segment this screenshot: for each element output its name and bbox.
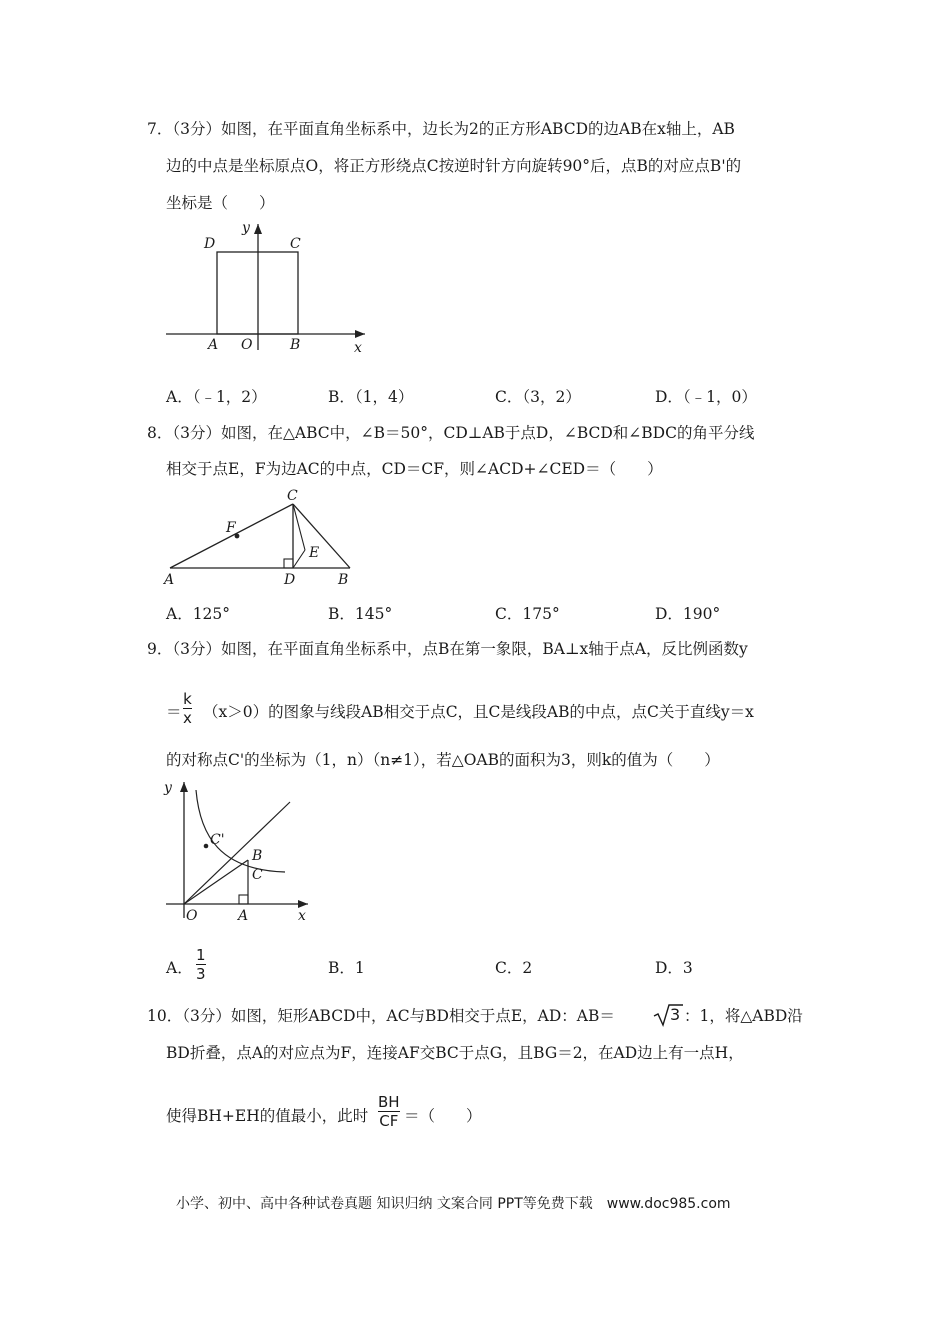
q9-option-b: B．1 bbox=[328, 959, 365, 977]
q9-label-O: O bbox=[186, 908, 198, 924]
q9-fraction-k-over-x bbox=[183, 690, 192, 727]
q9-label-c-prime: C' bbox=[210, 832, 225, 848]
q8-label-F: F bbox=[226, 520, 236, 536]
q9-label-x: x bbox=[298, 908, 306, 924]
q10-line-3-prefix: 使得BH+EH的值最小，此时 bbox=[166, 1107, 369, 1125]
q7-label-D: D bbox=[204, 236, 216, 252]
q7-line-3: 坐标是（ ） bbox=[166, 194, 275, 212]
q8-line-1: 8．（3分）如图，在△ABC中，∠B＝50°，CD⊥AB于点D，∠BCD和∠BDC的角平分线 bbox=[147, 424, 755, 442]
q9-frac-denominator: x bbox=[183, 709, 192, 728]
q9-option-a-numerator: 1 bbox=[196, 946, 206, 964]
q10-fraction-bh-over-cf bbox=[378, 1093, 400, 1130]
q9-line-3: 的对称点C'的坐标为（1，n）（n≠1），若△OAB的面积为3，则k的值为（ ） bbox=[166, 751, 720, 769]
q10-line-1-prefix: 10．（3分）如图，矩形ABCD中，AC与BD相交于点E，AD：AB＝ bbox=[147, 1007, 615, 1025]
q9-line-1: 9．（3分）如图，在平面直角坐标系中，点B在第一象限，BA⊥x轴于点A，反比例函数y bbox=[147, 640, 748, 658]
q9-label-y: y bbox=[164, 780, 172, 796]
q7-label-B: B bbox=[290, 337, 301, 353]
q7-label-C: C bbox=[290, 236, 301, 252]
q9-label-A: A bbox=[238, 908, 249, 924]
q9-label-C: C bbox=[252, 867, 263, 883]
q9-line-2-rest: （x＞0）的图象与线段AB相交于点C，且C是线段AB的中点，点C关于直线y＝x bbox=[203, 703, 754, 721]
q8-option-c: C．175° bbox=[495, 605, 560, 623]
q9-option-a-prefix: A． bbox=[166, 959, 193, 977]
q9-line-y-equals-x bbox=[184, 802, 290, 904]
q7-x-arrow bbox=[355, 330, 365, 338]
q10-frac-denominator: CF bbox=[379, 1112, 399, 1131]
q10-sqrt-value: 3 bbox=[670, 1005, 681, 1024]
q8-figure bbox=[160, 486, 370, 588]
q8-option-b: B．145° bbox=[328, 605, 393, 623]
q8-label-B: B bbox=[338, 572, 349, 588]
q7-option-b: B．（1，4） bbox=[328, 388, 414, 406]
q8-option-a: A．125° bbox=[166, 605, 231, 623]
q7-label-A: A bbox=[208, 337, 219, 353]
q9-hyperbola bbox=[196, 790, 285, 872]
q8-option-d: D．190° bbox=[655, 605, 721, 623]
q10-line-2: BD折叠，点A的对应点为F，连接AF交BC于点G，且BG＝2，在AD边上有一点H， bbox=[166, 1044, 744, 1062]
q9-point-c-prime bbox=[204, 844, 209, 849]
q9-option-d: D．3 bbox=[655, 959, 693, 977]
q9-frac-numerator: k bbox=[183, 690, 192, 708]
q9-label-B: B bbox=[252, 848, 263, 864]
q9-segment-ob bbox=[184, 860, 248, 904]
q7-option-a: A．（﹣1，2） bbox=[166, 388, 267, 406]
page-footer: 小学、初中、高中各种试卷真题 知识归纳 文案合同 PPT等免费下载 www.doc985.com bbox=[176, 1196, 731, 1212]
q8-bisector-de bbox=[293, 550, 305, 568]
q8-label-C: C bbox=[287, 488, 298, 504]
q7-line-2: 边的中点是坐标原点O，将正方形绕点C按逆时针方向旋转90°后，点B的对应点B'的 bbox=[166, 157, 742, 175]
q9-x-arrow bbox=[298, 900, 308, 908]
q10-line-3-rest: ＝（ ） bbox=[404, 1107, 482, 1125]
q7-line-1: 7．（3分）如图，在平面直角坐标系中，边长为2的正方形ABCD的边AB在x轴上，AB bbox=[147, 120, 735, 138]
q7-option-d: D．（﹣1，0） bbox=[655, 388, 757, 406]
q9-option-c: C．2 bbox=[495, 959, 533, 977]
q10-frac-numerator: BH bbox=[378, 1093, 400, 1111]
q9-right-angle-mark bbox=[239, 895, 248, 904]
q9-option-a-denominator: 3 bbox=[196, 965, 206, 984]
q8-line-2: 相交于点E，F为边AC的中点，CD＝CF，则∠ACD+∠CED＝（ ） bbox=[166, 460, 663, 478]
q8-side-ac bbox=[170, 504, 293, 568]
q7-option-c: C．（3，2） bbox=[495, 388, 581, 406]
q8-label-A: A bbox=[164, 572, 175, 588]
q9-y-arrow bbox=[180, 782, 188, 792]
q8-right-angle-mark bbox=[284, 559, 293, 568]
q7-label-O: O bbox=[241, 337, 253, 353]
q7-figure bbox=[160, 218, 380, 358]
q9-line-2-prefix: ＝ bbox=[166, 703, 182, 721]
q9-option-a-fraction bbox=[196, 946, 206, 983]
q9-figure bbox=[160, 776, 320, 926]
q8-label-E: E bbox=[309, 545, 320, 561]
q7-y-arrow bbox=[254, 224, 262, 234]
q8-label-D: D bbox=[284, 572, 296, 588]
q7-label-x: x bbox=[354, 340, 362, 356]
q10-line-1-rest: ：1，将△ABD沿 bbox=[684, 1007, 803, 1025]
q7-label-y: y bbox=[242, 220, 250, 236]
